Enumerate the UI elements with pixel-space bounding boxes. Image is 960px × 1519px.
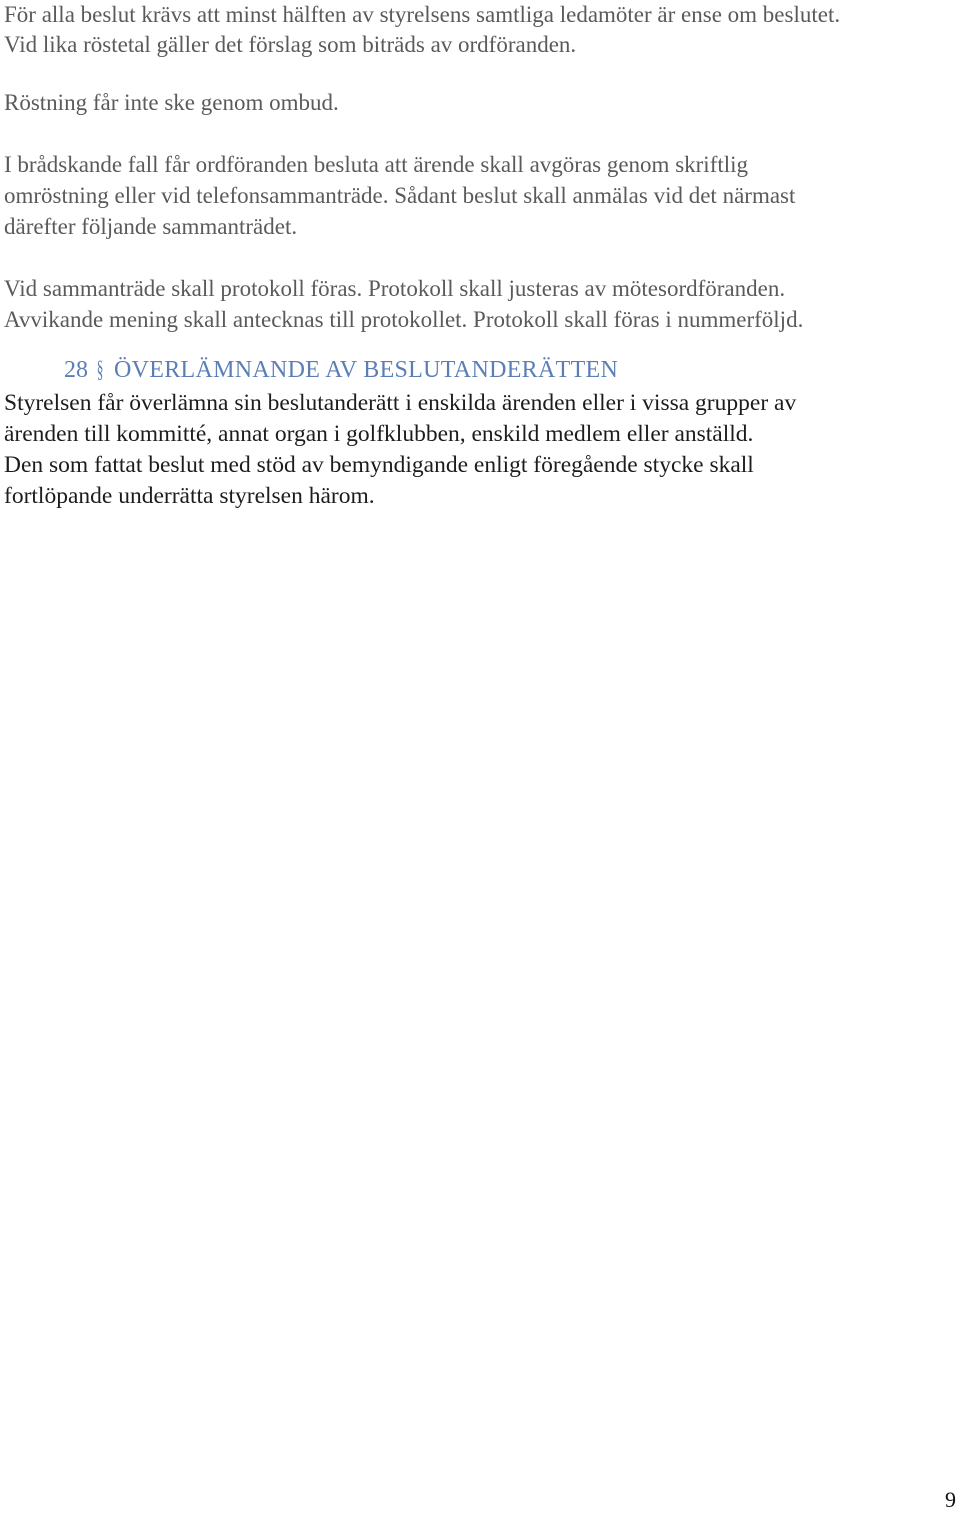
- section-heading: [64, 354, 618, 386]
- section-symbol: §: [96, 357, 104, 383]
- section-title: ÖVERLÄMNANDE AV BESLUTANDERÄTTEN: [114, 357, 619, 383]
- section-body-line: fortlöpande underrätta styrelsen härom.: [4, 483, 375, 509]
- section-number: 28: [64, 357, 88, 383]
- paragraph-line: I brådskande fall får ordföranden besluta att ärende skall avgöras genom skriftlig: [4, 152, 749, 177]
- paragraph-line: För alla beslut krävs att minst hälften av styrelsens samtliga ledamöter är ense om beslutet.: [4, 2, 841, 27]
- section-body-line: Den som fattat beslut med stöd av bemyndigande enligt föregående stycke skall: [4, 452, 754, 478]
- paragraph-line: därefter följande sammanträdet.: [4, 214, 298, 239]
- paragraph-line: Vid sammanträde skall protokoll föras. Protokoll skall justeras av mötesordföranden.: [4, 276, 786, 301]
- section-body-line: ärenden till kommitté, annat organ i golfklubben, enskild medlem eller anställd.: [4, 421, 754, 447]
- page-number: 9: [945, 1487, 956, 1512]
- section-body-line: Styrelsen får överlämna sin beslutanderätt i enskilda ärenden eller i vissa grupper av: [4, 390, 797, 416]
- paragraph-line: Röstning får inte ske genom ombud.: [4, 90, 339, 115]
- paragraph-line: Avvikande mening skall antecknas till protokollet. Protokoll skall föras i nummerföljd.: [4, 307, 804, 332]
- paragraph-line: Vid lika röstetal gäller det förslag som biträds av ordföranden.: [4, 32, 577, 57]
- paragraph-line: omröstning eller vid telefonsammanträde. Sådant beslut skall anmälas vid det närmast: [4, 183, 796, 208]
